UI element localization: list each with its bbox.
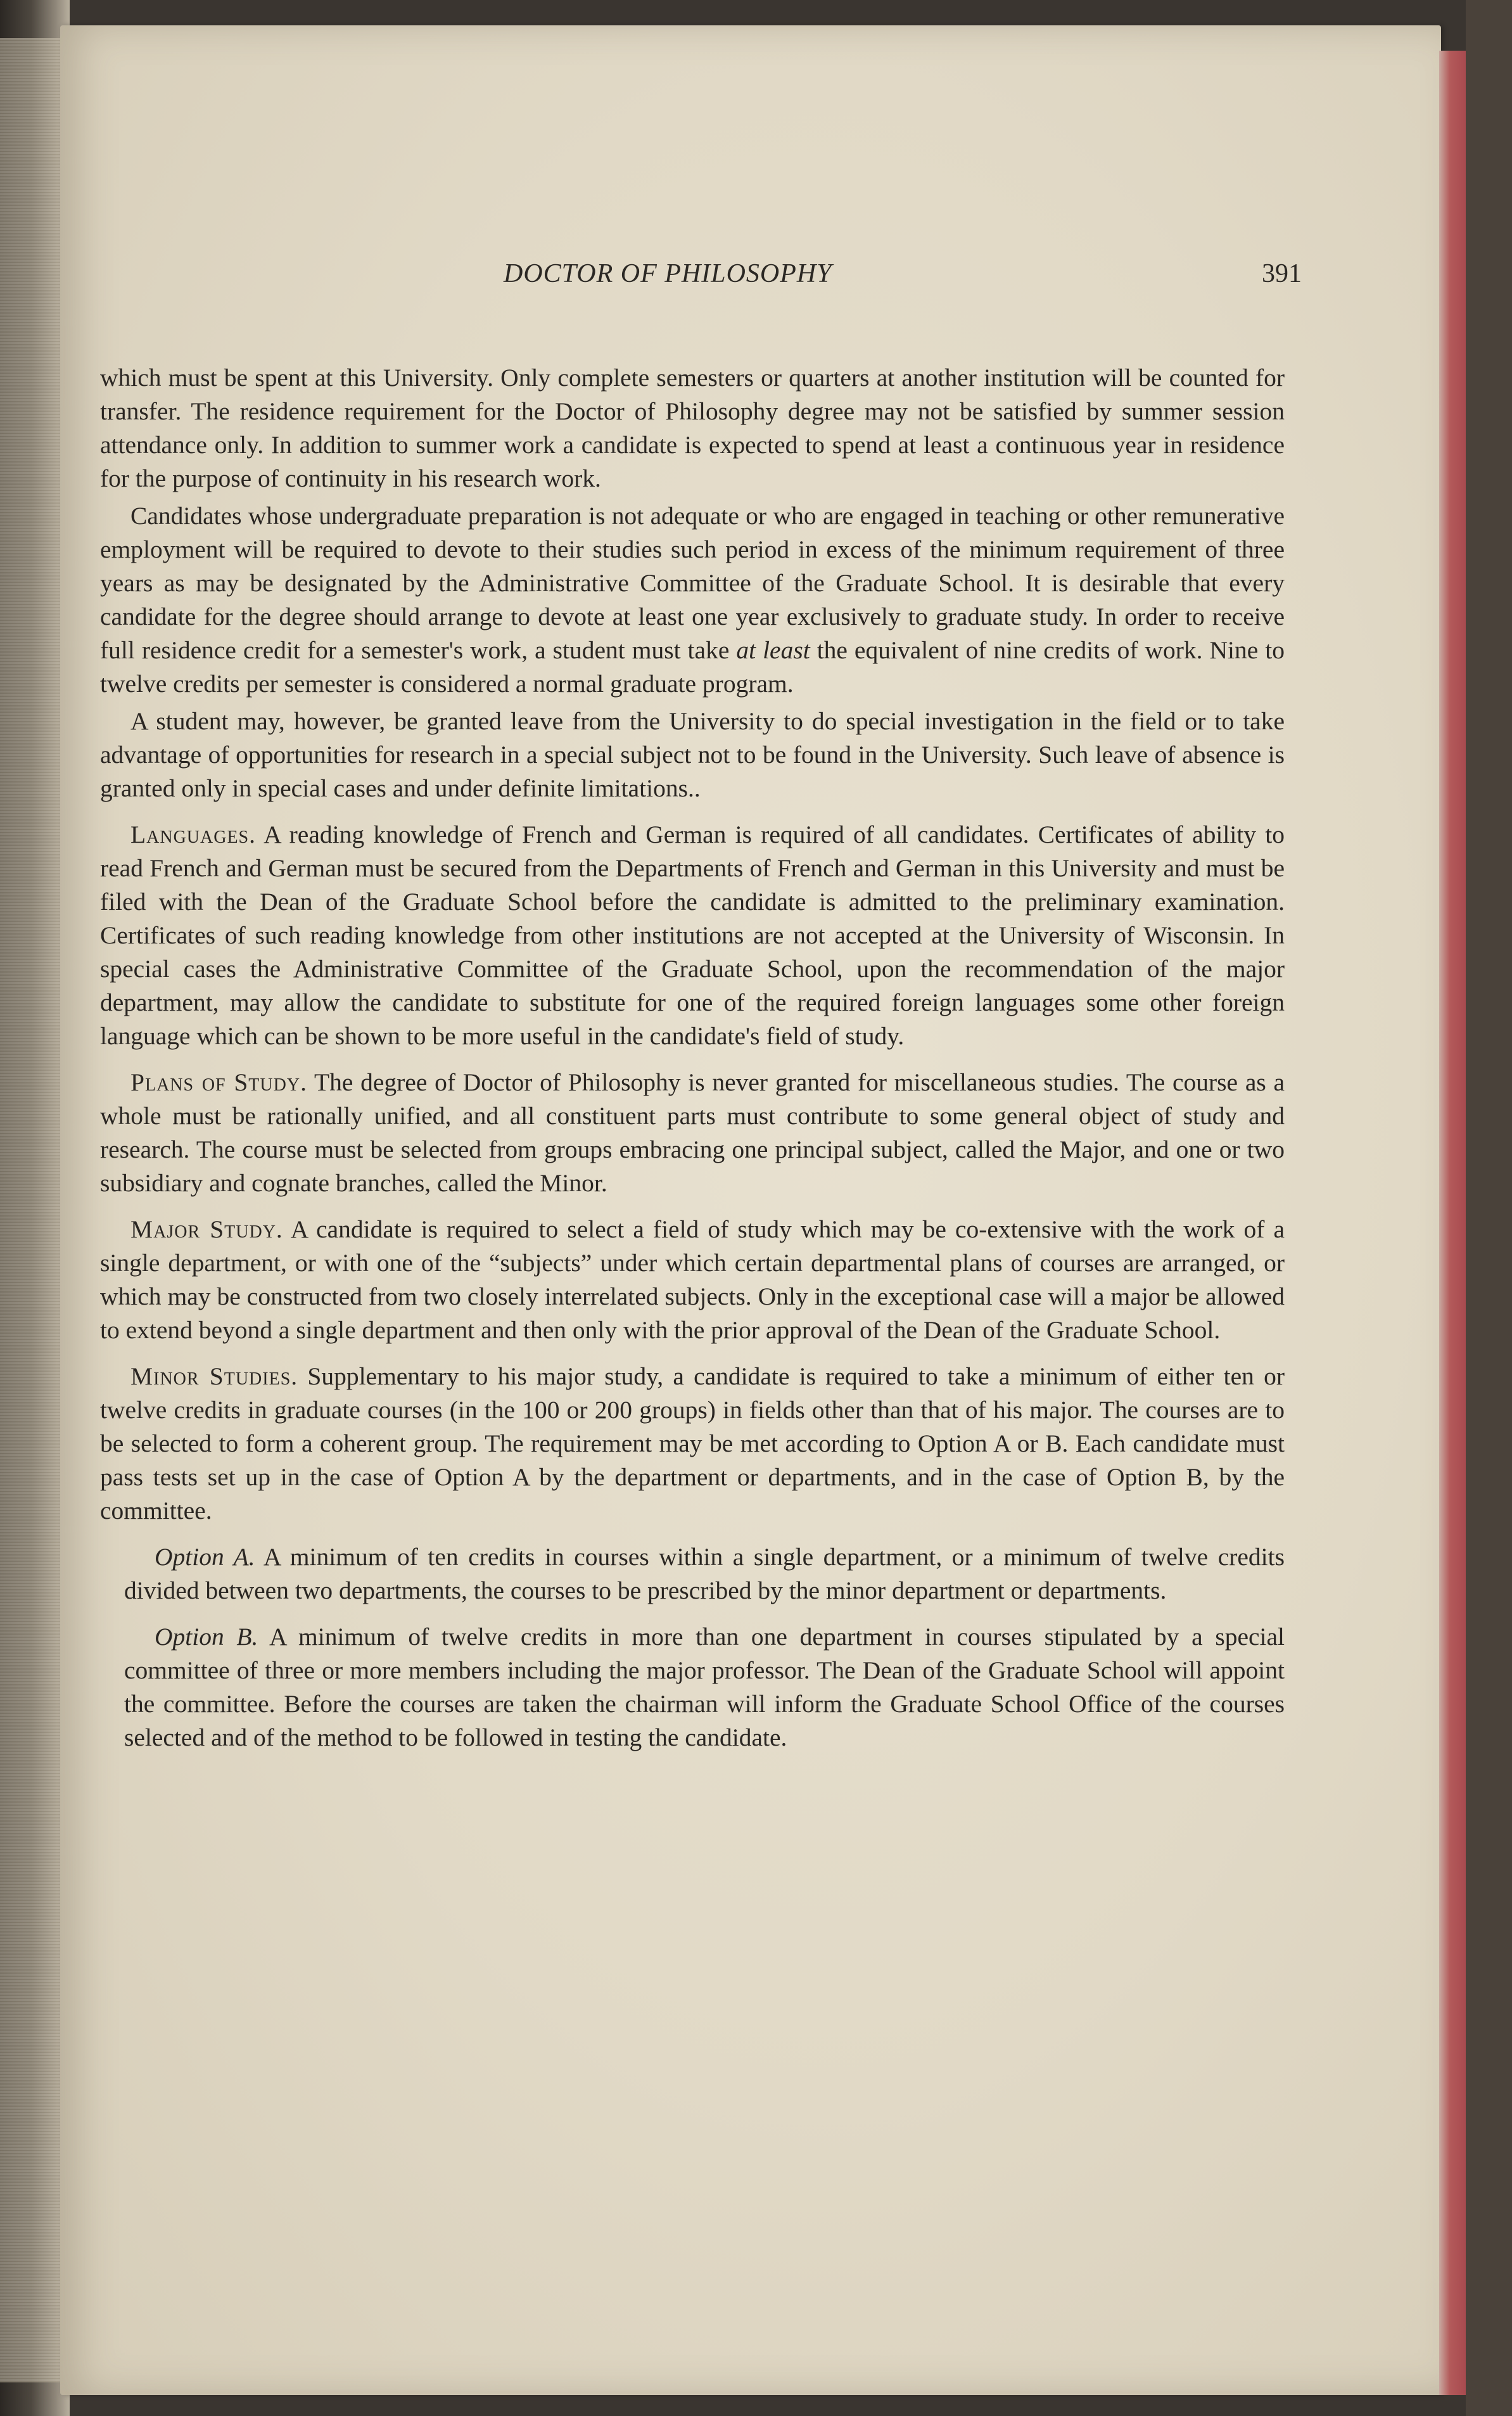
option-a-text: A minimum of ten credits in courses within a single department, or a minimum of twelve credits divided between two departments, the courses to be prescribed by the minor department or departments.	[124, 1543, 1285, 1604]
major-text: A candidate is required to select a field of study which may be co-extensive with the work of a single department, or with one of the “subjects” under which certain departmental plans of courses are arranged, or which may be constructed from two closely interrelated subjects. Only in the exceptional case will a major be allowed to extend beyond a single department and then only with the prior approval of the Dean of the Graduate School.	[100, 1215, 1285, 1344]
paragraph-residence: which must be spent at this University. Only complete semesters or quarters at another institution will be counted for transfer. The residence requirement for the Doctor of Philosophy degree may not be satisfied by summer session attendance only. In addition to summer work a candidate is expected to spend at least a continuous year in residence for the purpose of continuity in his research work.	[100, 364, 1285, 492]
section-languages	[100, 818, 1285, 1053]
option-b-heading: Option B.	[155, 1623, 258, 1651]
running-header	[162, 259, 1302, 303]
candidates-text-before: Candidates whose undergraduate preparation is not adequate or who are engaged in teaching or other remunerative employment will be required to devote to their studies such period in excess of the minimum requirement of three years as may be designated by the Administrative Committee of the Graduate School. It is desirable that every candidate for the degree should arrange to devote at least one year exclusively to graduate study. In order to receive full residence credit for a semester's work, a student must take	[100, 502, 1285, 664]
plans-text: The degree of Doctor of Philosophy is never granted for miscellaneous studies. The course as a whole must be rationally unified, and all constituent parts must contribute to some general object of study and research. The course must be selected from groups embracing one principal subject, called the Major, and one or two subsidiary and cognate branches, called the Minor.	[100, 1068, 1285, 1197]
running-title: DOCTOR OF PHILOSOPHY	[504, 259, 832, 288]
section-minor-studies	[100, 1360, 1285, 1528]
facing-page-edge	[0, 38, 60, 2382]
background-right	[1466, 0, 1512, 2416]
section-major-study	[100, 1213, 1285, 1347]
languages-heading: Languages.	[130, 821, 257, 848]
candidates-text-after: the equivalent of nine credits of work. Nine to twelve credits per semester is considered a normal graduate program.	[100, 636, 1285, 698]
paragraph-candidates	[100, 499, 1285, 701]
languages-text: A reading knowledge of French and German is required of all candidates. Certificates of ability to read French and German must be secured from the Departments of French and German in this University and must be filed with the Dean of the Graduate School before the candidate is admitted to the preliminary examination. Certificates of such reading knowledge from other institutions are not accepted at the University of Wisconsin. In special cases the Administrative Committee of the Graduate School, upon the recommendation of the major department, may allow the candidate to substitute for one of the required foreign languages some other foreign language which can be shown to be more useful in the candidate's field of study.	[100, 821, 1285, 1050]
paragraph-leave: A student may, however, be granted leave from the University to do special investigation in the field or to take advantage of opportunities for research in a special subject not to be found in the University. Such leave of absence is granted only in special cases and under definite limitations..	[100, 707, 1285, 802]
page-body	[100, 361, 1285, 1758]
major-heading: Major Study.	[130, 1215, 283, 1243]
emphasis-at-least: at least	[736, 636, 810, 664]
plans-heading: Plans of Study.	[130, 1068, 307, 1096]
page-edge-red	[1439, 51, 1466, 2395]
minor-text: Supplementary to his major study, a candidate is required to take a minimum of either ten or twelve credits in graduate courses (in the 100 or 200 groups) in fields other than that of his major. The courses are to be selected to form a coherent group. The requirement may be met according to Option A or B. Each candidate must pass tests set up in the case of Option A by the department or departments, and in the case of Option B, by the committee.	[100, 1362, 1285, 1524]
option-b-text: A minimum of twelve credits in more than one department in courses stipulated by a special committee of three or more members including the major professor. The Dean of the Graduate School will appoint the committee. Before the courses are taken the chairman will inform the Graduate School Office of the courses selected and of the method to be followed in testing the candidate.	[124, 1623, 1285, 1751]
page-number: 391	[1262, 259, 1302, 288]
option-a-heading: Option A.	[155, 1543, 255, 1571]
section-option-a	[100, 1540, 1285, 1607]
section-option-b	[100, 1620, 1285, 1754]
minor-heading: Minor Studies.	[130, 1362, 298, 1390]
section-plans-of-study	[100, 1066, 1285, 1200]
